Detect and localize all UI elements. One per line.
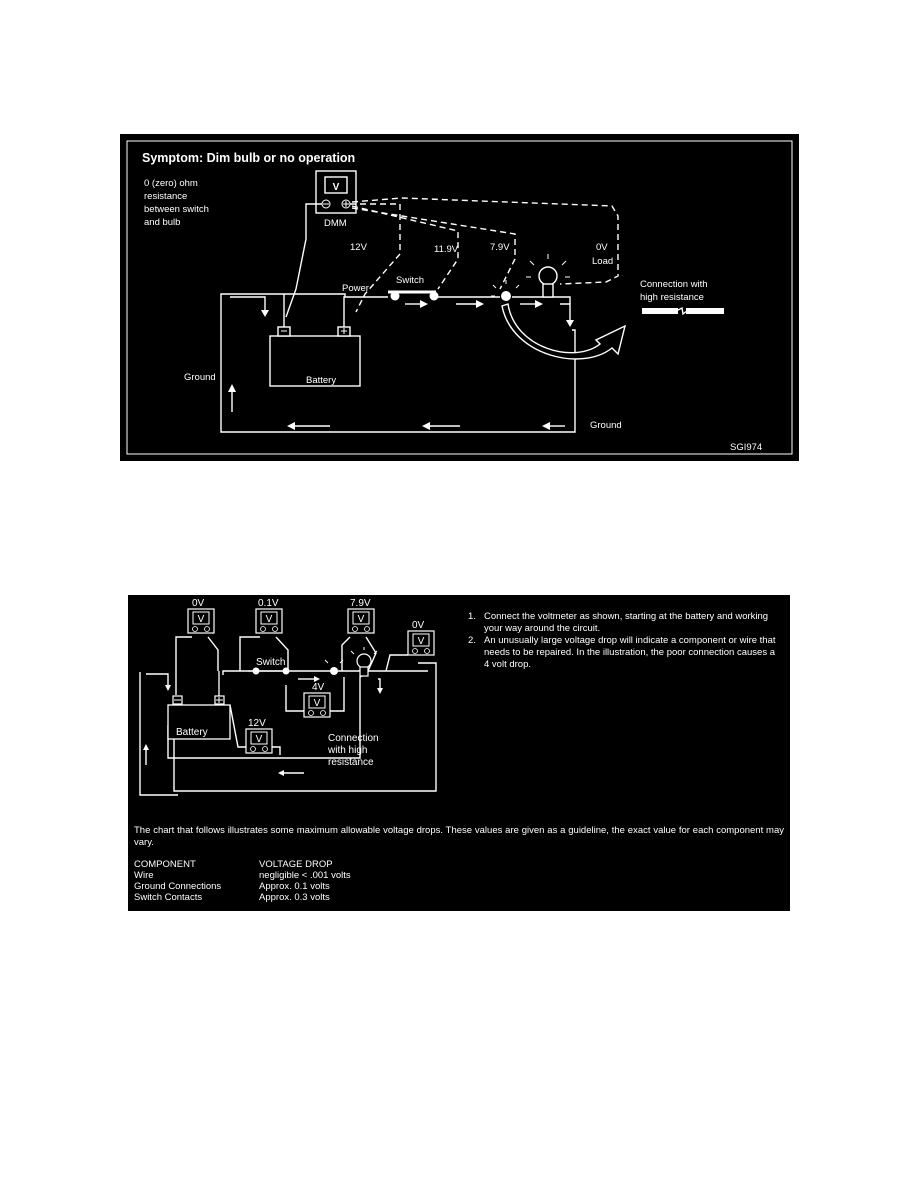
switch (248, 668, 290, 675)
voltmeter-0-1v-display: V (265, 614, 273, 625)
callout-line-3: resistance (328, 757, 374, 768)
step-number: 2. (468, 635, 476, 646)
reading-0v: 0V (596, 242, 608, 253)
load-label: Load (592, 256, 614, 267)
reading-11-9v: 11.9V (434, 244, 459, 255)
ground-left-label: Ground (184, 372, 216, 383)
voltmeter-0v-right (408, 631, 434, 655)
step-text: An unusually large voltage drop will indicate a component or wire that needs to be repaired. In the illustration, the poor connection causes a 4 volt drop. (484, 635, 776, 670)
figure-title: Symptom: Dim bulb or no operation (142, 151, 356, 165)
battery-label: Battery (176, 727, 208, 738)
switch-label: Switch (396, 275, 424, 286)
battery (270, 294, 360, 386)
meter-79v-lead-a (342, 637, 350, 671)
callout-line-1: Connection (328, 733, 379, 744)
note-line-3: between switch (144, 204, 209, 215)
figure-voltage-drop (128, 595, 790, 911)
reading-4v: 4V (312, 682, 325, 693)
voltage-drop-table (134, 859, 351, 903)
note-line-4: and bulb (144, 217, 181, 228)
callout-line-1: Connection with (640, 279, 708, 290)
dmm-label: DMM (324, 218, 347, 229)
note-line-2: resistance (144, 191, 188, 202)
fault-point (491, 280, 519, 301)
voltmeter-0v-display: V (197, 614, 205, 625)
voltmeter-0v-right-display: V (417, 636, 425, 647)
power-label: Power (342, 283, 369, 294)
fault-point (325, 660, 343, 675)
reading-0v-left: 0V (192, 598, 205, 609)
figure-dim-bulb (120, 134, 799, 461)
figure-code: SGI974 (730, 442, 763, 453)
table-row (134, 881, 351, 892)
table-header-voltage-drop: VOLTAGE DROP (259, 859, 333, 870)
reading-12v: 12V (350, 242, 367, 253)
reading-7-9v: 7.9V (490, 242, 510, 253)
battery-label: Battery (306, 375, 337, 386)
voltmeter-0-1v (256, 609, 282, 633)
figure-dim-bulb-drawing (120, 134, 799, 461)
voltmeter-7-9v-display: V (357, 614, 365, 625)
reading-0-1v: 0.1V (258, 598, 279, 609)
switch-label: Switch (256, 657, 286, 668)
dmm-meter (316, 171, 356, 213)
table-cell-voltage-drop: Approx. 0.1 volts (259, 881, 330, 892)
instruction-step (468, 611, 780, 635)
dmm-display: V (332, 182, 340, 193)
negative-lead (286, 204, 322, 317)
reading-12v: 12V (248, 718, 266, 729)
power-wire (344, 297, 388, 330)
meter-0v-lead-a (176, 637, 192, 695)
callout-line-2: with high (328, 745, 368, 756)
voltmeter-12v (246, 729, 272, 753)
table-cell-component: Wire (134, 870, 154, 881)
voltmeter-4v-display: V (313, 698, 321, 709)
reading-0v-right: 0V (412, 620, 425, 631)
meter-0v-lead-b (208, 637, 218, 671)
step-text: Connect the voltmeter as shown, starting at the battery and working your way around the circuit. (484, 611, 769, 634)
table-cell-voltage-drop: negligible < .001 volts (259, 870, 351, 881)
table-cell-component: Switch Contacts (134, 892, 203, 903)
wire-fault-to-bulb (512, 297, 570, 304)
table-header-row (134, 859, 351, 870)
voltmeter-4v (304, 693, 330, 717)
table-row (134, 892, 351, 903)
step-number: 1. (468, 611, 476, 622)
ground-right-label: Ground (590, 420, 622, 431)
note-line-1: 0 (zero) ohm (144, 178, 198, 189)
callout-line-2: high resistance (640, 292, 704, 303)
table-header-component: COMPONENT (134, 859, 196, 870)
bulb-icon (526, 254, 570, 297)
switch (388, 292, 439, 301)
callout-arrow (502, 304, 625, 359)
voltmeter-0v (188, 609, 214, 633)
reading-7-9v: 7.9V (350, 598, 371, 609)
table-cell-voltage-drop: Approx. 0.3 volts (259, 892, 330, 903)
voltmeter-12v-display: V (255, 734, 263, 745)
meter-0v-right-lead (386, 655, 408, 671)
voltmeter-7-9v (348, 609, 374, 633)
table-row (134, 870, 351, 881)
voltage-drop-paragraph: The chart that follows illustrates some maximum allowable voltage drops. These values are given as a guideline, the exact value for each component may vary. (134, 825, 784, 848)
instruction-step (468, 635, 780, 671)
bad-connection-icon (642, 308, 724, 314)
instruction-list (468, 611, 780, 671)
table-cell-component: Ground Connections (134, 881, 222, 892)
lead-0v (352, 198, 618, 284)
